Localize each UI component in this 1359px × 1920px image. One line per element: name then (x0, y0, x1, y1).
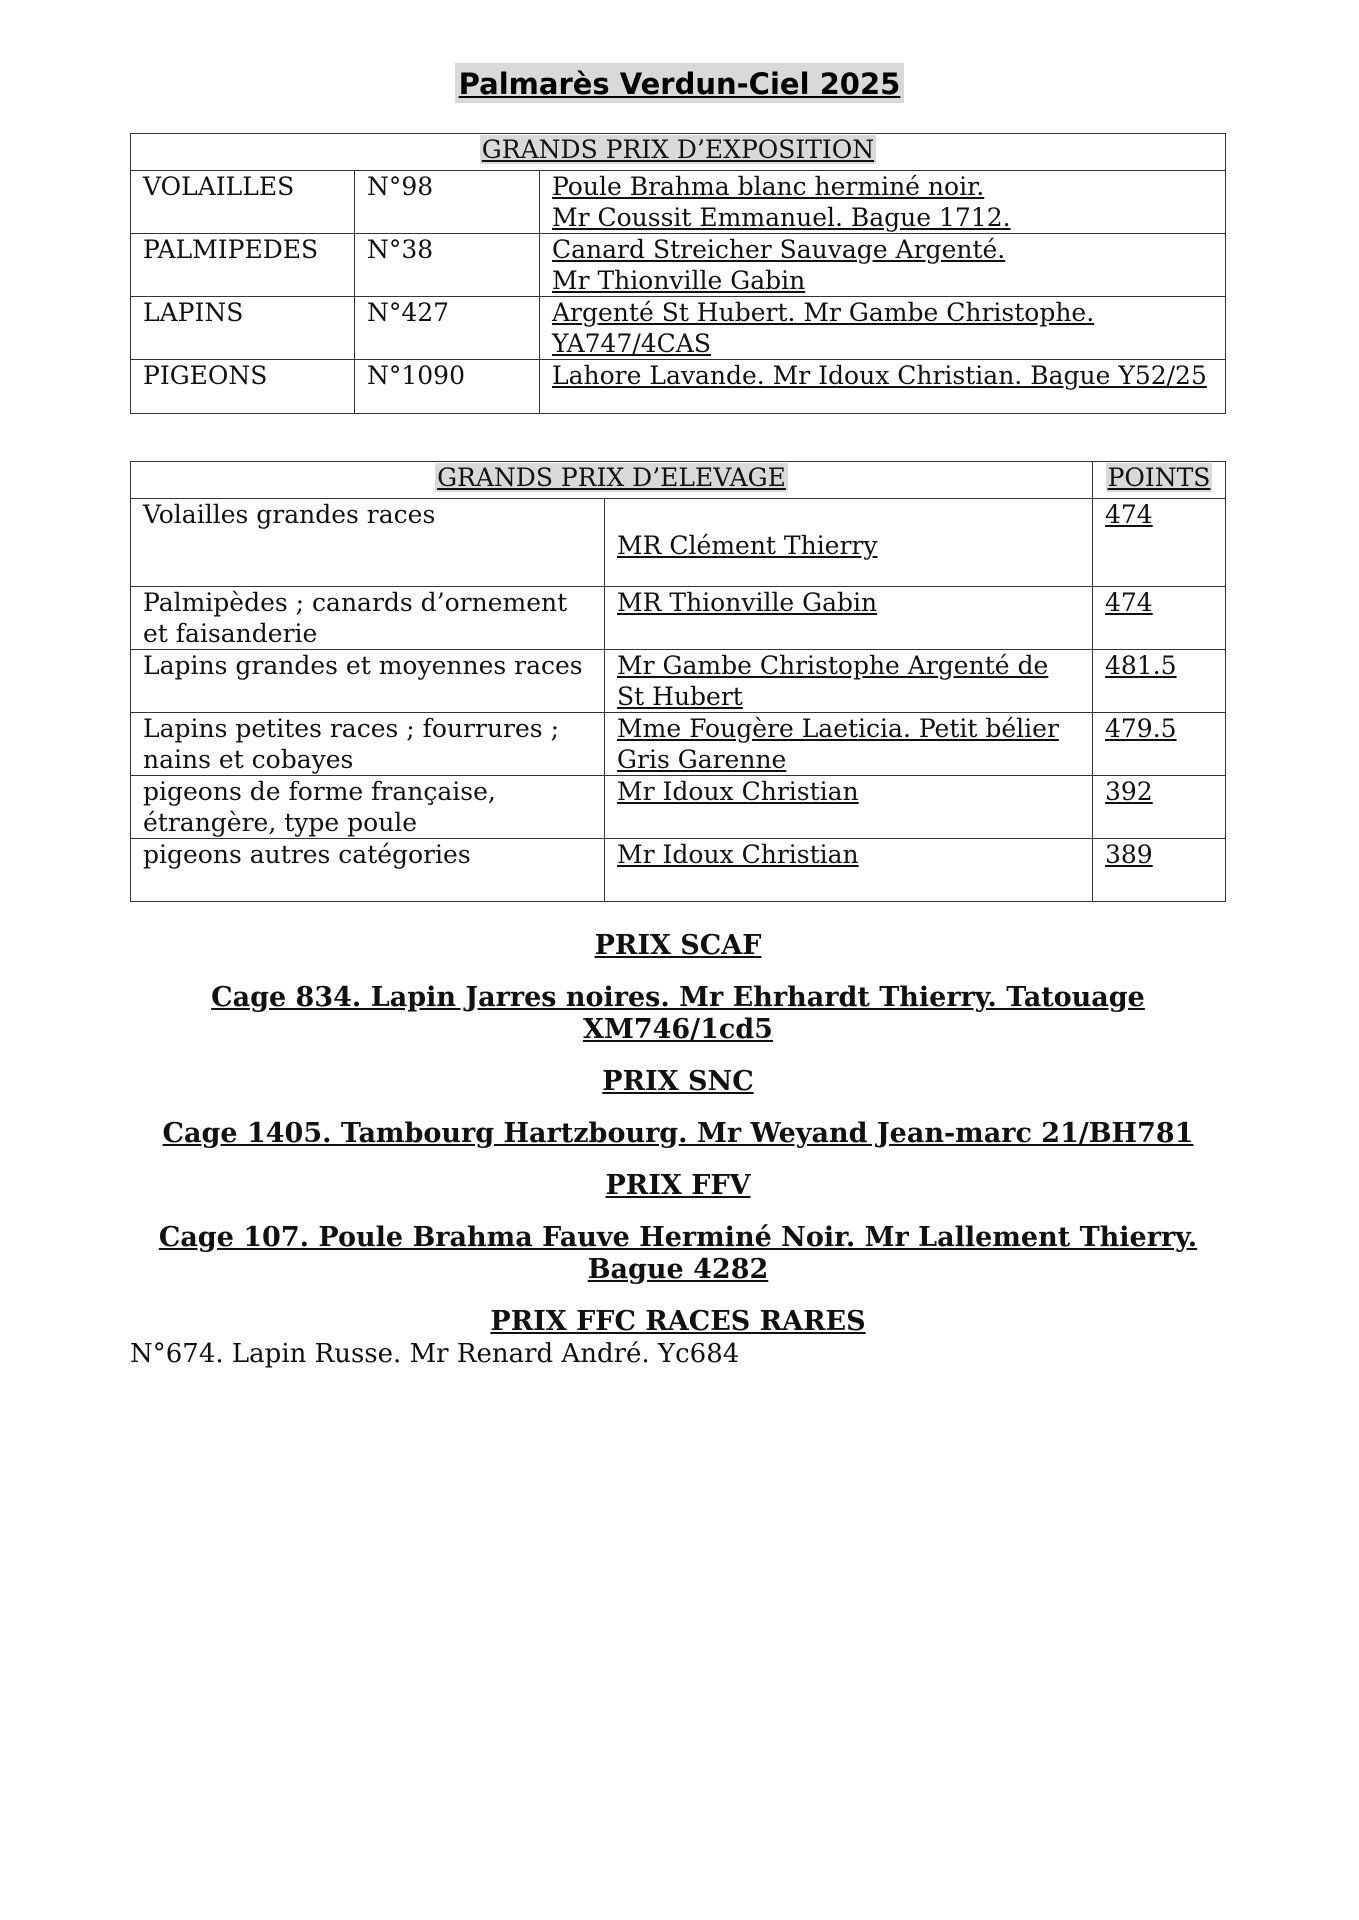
prize-title: PRIX SNC (602, 1066, 754, 1097)
expo-number: N°427 (355, 297, 540, 360)
prize-title: PRIX FFV (605, 1170, 751, 1201)
table-row (131, 234, 1226, 297)
elevage-points-value: 474 (1105, 588, 1153, 617)
elevage-header (131, 462, 1093, 499)
elevage-winner-label: Mr Idoux Christian (617, 777, 859, 806)
expo-category: PIGEONS (131, 360, 355, 414)
exposition-table (130, 133, 1226, 414)
elevage-winner (605, 839, 1093, 902)
elevage-table (130, 461, 1226, 902)
table-row (131, 713, 1226, 776)
elevage-points-value: 479.5 (1105, 714, 1177, 743)
expo-line2: YA747/4CAS (552, 329, 711, 358)
expo-category: PALMIPEDES (131, 234, 355, 297)
elevage-category: pigeons autres catégories (131, 839, 605, 902)
elevage-points (1093, 499, 1226, 587)
table-row (131, 360, 1226, 414)
elevage-points (1093, 650, 1226, 713)
prize-text: Cage 834. Lapin Jarres noires. Mr Ehrhardt Thierry. Tatouage XM746/1cd5 (211, 982, 1145, 1045)
expo-line1: Canard Streicher Sauvage Argenté. (552, 235, 1006, 264)
expo-line1: Argenté St Hubert. Mr Gambe Christophe. (552, 298, 1095, 327)
table-row (131, 776, 1226, 839)
points-header (1093, 462, 1226, 499)
expo-number: N°98 (355, 171, 540, 234)
elevage-winner-label: Mr Gambe Christophe Argenté de St Hubert (617, 651, 1049, 711)
elevage-winner-label: Mme Fougère Laeticia. Petit bélier Gris Garenne (617, 714, 1059, 774)
table-row (131, 650, 1226, 713)
elevage-winner (605, 776, 1093, 839)
prize-text: Cage 107. Poule Brahma Fauve Herminé Noir. Mr Lallement Thierry. Bague 4282 (158, 1222, 1198, 1285)
table-row (131, 587, 1226, 650)
expo-line1: Lahore Lavande. Mr Idoux Christian. Bague Y52/25 (552, 361, 1207, 390)
expo-line1: Poule Brahma blanc herminé noir. (552, 172, 985, 201)
table-row (131, 839, 1226, 902)
exposition-header-label: GRANDS PRIX D’EXPOSITION (481, 135, 875, 164)
elevage-points-value: 389 (1105, 840, 1153, 869)
exposition-header (131, 134, 1226, 171)
table-row (131, 499, 1226, 587)
elevage-header-row (131, 462, 1226, 499)
expo-description (540, 234, 1226, 297)
prize-text: Cage 1405. Tambourg Hartzbourg. Mr Weyand Jean-marc 21/BH781 (162, 1118, 1194, 1149)
expo-category: VOLAILLES (131, 171, 355, 234)
elevage-points-value: 474 (1105, 500, 1153, 529)
elevage-points-value: 481.5 (1105, 651, 1177, 680)
elevage-winner (605, 713, 1093, 776)
elevage-category: Lapins grandes et moyennes races (131, 650, 605, 713)
page-title: Palmarès Verdun-Ciel 2025 (455, 63, 905, 103)
final-line: N°674. Lapin Russe. Mr Renard André. Yc684 (130, 1339, 740, 1369)
table-row (131, 297, 1226, 360)
expo-description (540, 360, 1226, 414)
expo-number: N°1090 (355, 360, 540, 414)
exposition-header-row (131, 134, 1226, 171)
expo-description (540, 297, 1226, 360)
expo-line2: Mr Thionville Gabin (552, 266, 806, 295)
expo-category: LAPINS (131, 297, 355, 360)
prize-title: PRIX FFC RACES RARES (490, 1306, 866, 1337)
points-header-label: POINTS (1107, 463, 1211, 492)
elevage-category: pigeons de forme française, étrangère, type poule (131, 776, 605, 839)
elevage-points (1093, 776, 1226, 839)
expo-number: N°38 (355, 234, 540, 297)
elevage-winner-label: Mr Idoux Christian (617, 840, 859, 869)
elevage-winner (605, 499, 1093, 587)
elevage-points (1093, 713, 1226, 776)
expo-description (540, 171, 1226, 234)
elevage-winner-label: MR Clément Thierry (617, 531, 878, 560)
prize-title: PRIX SCAF (594, 930, 762, 961)
special-prizes (130, 930, 1226, 1358)
elevage-points-value: 392 (1105, 777, 1153, 806)
elevage-points (1093, 587, 1226, 650)
elevage-category: Volailles grandes races (131, 499, 605, 587)
elevage-header-label: GRANDS PRIX D’ELEVAGE (437, 463, 786, 492)
elevage-category: Lapins petites races ; fourrures ; nains et cobayes (131, 713, 605, 776)
elevage-winner (605, 587, 1093, 650)
elevage-category: Palmipèdes ; canards d’ornement et faisanderie (131, 587, 605, 650)
elevage-winner-label: MR Thionville Gabin (617, 588, 878, 617)
title-wrapper (0, 63, 1359, 103)
elevage-points (1093, 839, 1226, 902)
table-row (131, 171, 1226, 234)
elevage-winner (605, 650, 1093, 713)
expo-line2: Mr Coussit Emmanuel. Bague 1712. (552, 203, 1011, 232)
